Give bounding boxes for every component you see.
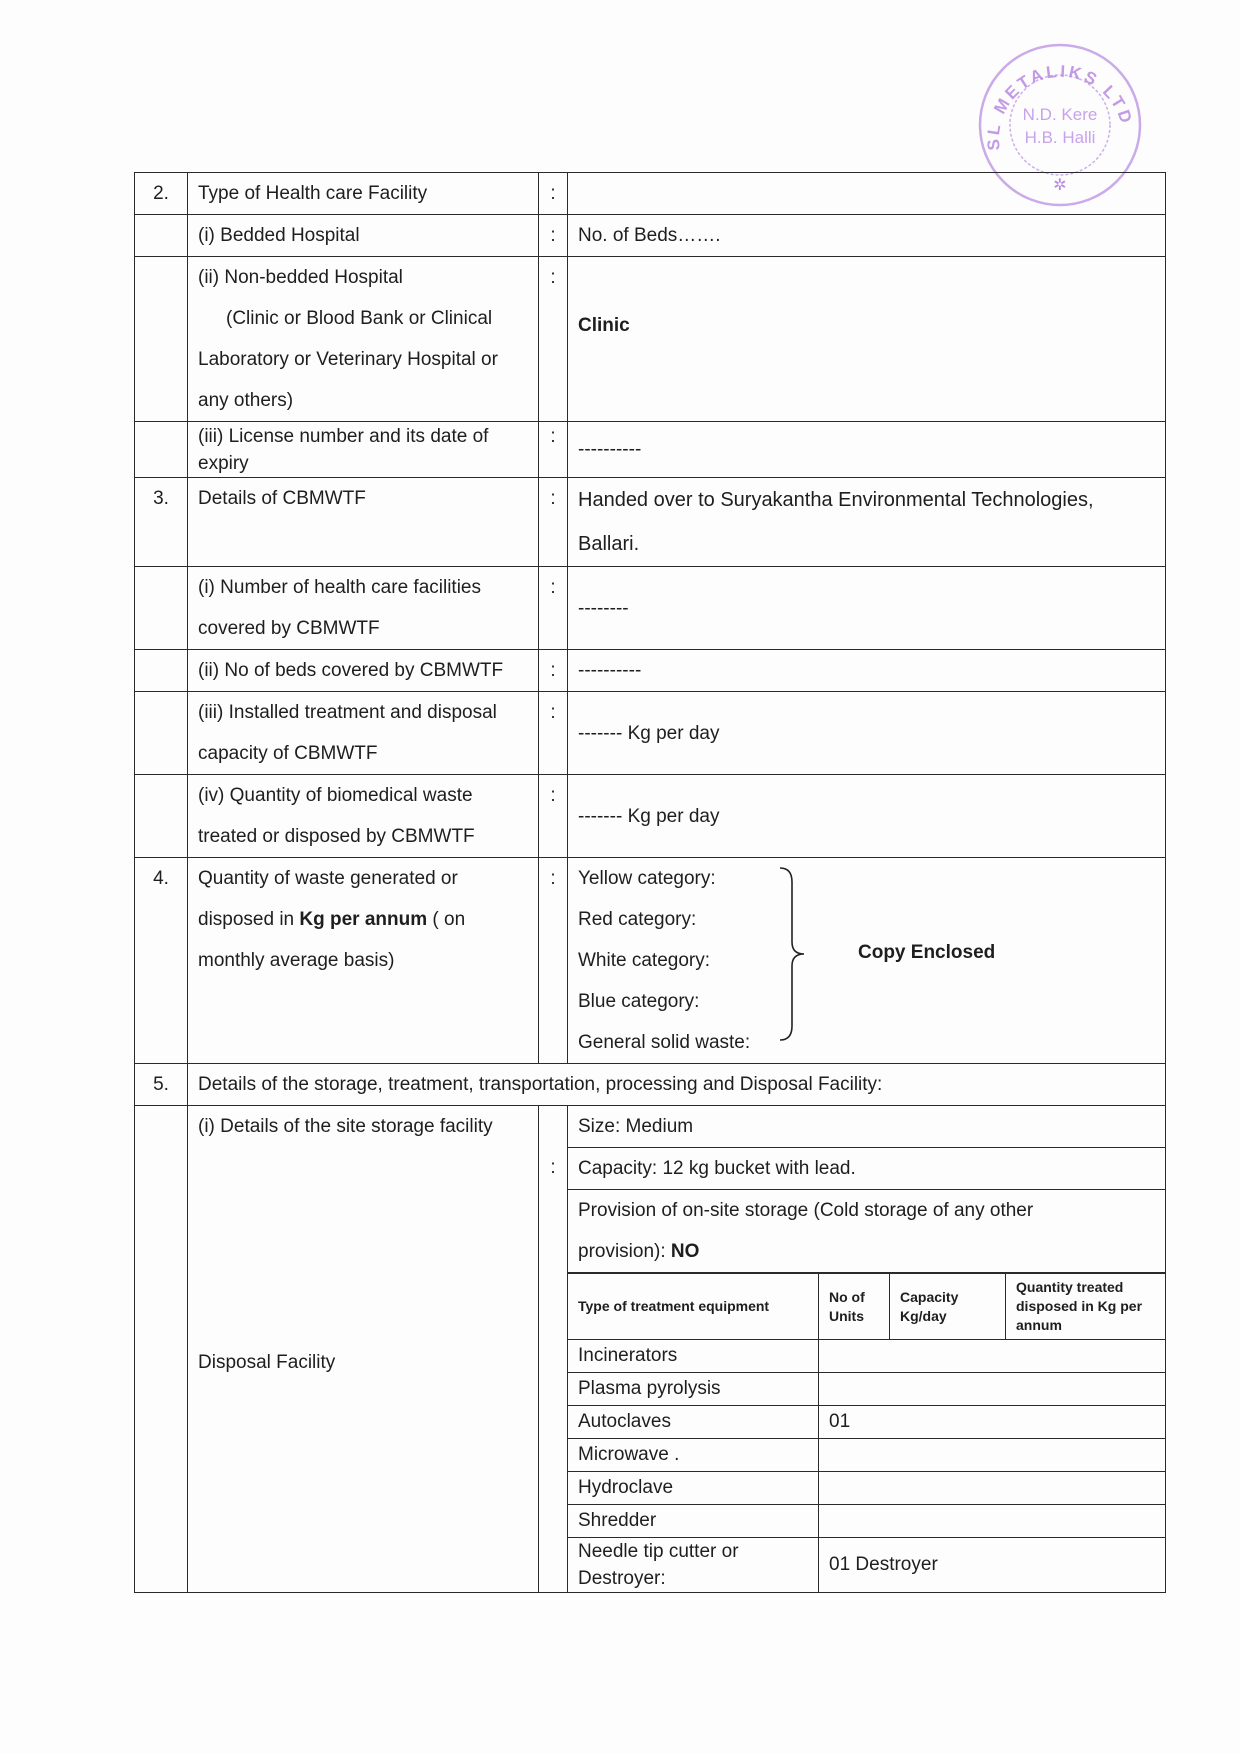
colon: : [539,858,568,1064]
onsite-storage-provision: Provision of on-site storage (Cold storage of any other provision): NO [568,1190,1165,1273]
svg-text:H.B. Halli: H.B. Halli [1024,128,1096,147]
section-4-row [135,858,1166,1064]
colon: : [539,173,568,215]
colon: : [539,1106,568,1593]
equipment-units [819,1439,1166,1472]
category-general-solid-waste: General solid waste: [578,1032,751,1053]
beds-covered-label: (ii) No of beds covered by CBMWTF [188,650,539,692]
category-blue: Blue category: [578,991,700,1012]
colon: : [539,650,568,692]
bedded-hospital-label: (i) Bedded Hospital [188,215,539,257]
table-row [568,1406,1165,1439]
section-3-header-row [135,478,1166,567]
license-number-value: ---------- [568,422,1166,478]
biomedical-waste-report-table [134,172,1166,1593]
storage-disposal-labels [188,1106,539,1593]
table-row [135,775,1166,858]
table-row [135,567,1166,650]
section-2-header-row [135,173,1166,215]
section-title: Type of Health care Facility [188,173,539,215]
col-header-quantity: Quantity treated disposed in Kg per annum [1006,1274,1166,1340]
colon: : [539,257,568,422]
equipment-units: 01 [819,1406,1166,1439]
col-header-type: Type of treatment equipment [568,1274,819,1340]
table-row [568,1538,1165,1593]
section-number: 4. [135,858,188,1064]
beds-covered-value: ---------- [568,650,1166,692]
category-yellow: Yellow category: [578,868,716,889]
equipment-type: Autoclaves [568,1406,819,1439]
col-header-capacity: Capacity Kg/day [890,1274,1006,1340]
curly-brace-icon [778,864,808,1044]
equipment-type: Incinerators [568,1340,819,1373]
svg-text:N.D. Kere: N.D. Kere [1022,105,1098,124]
section-title: Details of CBMWTF [188,478,539,567]
cbmwtf-details-value: Handed over to Suryakantha Environmental Technologies, Ballari. [568,478,1166,567]
equipment-type: Microwave . [568,1439,819,1472]
section-number: 5. [135,1064,188,1106]
table-row [135,692,1166,775]
treatment-equipment-table [568,1273,1165,1592]
facility-type-value: Clinic [568,257,1166,422]
colon: : [539,567,568,650]
table-row [135,257,1166,422]
waste-quantity-label: Quantity of waste generated or disposed in Kg per annum ( on monthly average basis) [188,858,539,1064]
copy-enclosed-note: Copy Enclosed [858,942,996,963]
waste-categories [568,858,1166,1064]
installed-capacity-label: (iii) Installed treatment and disposal capacity of CBMWTF [188,692,539,775]
table-row [568,1472,1165,1505]
non-bedded-hospital-label: (ii) Non-bedded Hospital (Clinic or Blood Bank or Clinical Laboratory or Veterinary Hospital or any others) [188,257,539,422]
equipment-type: Plasma pyrolysis [568,1373,819,1406]
storage-capacity: Capacity: 12 kg bucket with lead. [568,1148,1165,1190]
section-number: 2. [135,173,188,215]
section-5-header-row [135,1064,1166,1106]
equipment-units: 01 Destroyer [819,1538,1166,1593]
colon: : [539,215,568,257]
facilities-covered-label: (i) Number of health care facilities covered by CBMWTF [188,567,539,650]
installed-capacity-value: ------- Kg per day [568,692,1166,775]
section-title: Details of the storage, treatment, transportation, processing and Disposal Facility: [188,1064,1166,1106]
equipment-units [819,1472,1166,1505]
equipment-units [819,1340,1166,1373]
col-header-units: No of Units [819,1274,890,1340]
svg-text:✲: ✲ [1053,177,1067,194]
waste-treated-value: ------- Kg per day [568,775,1166,858]
section-number: 3. [135,478,188,567]
svg-text:SL METALIKS LTD: SL METALIKS LTD [983,61,1137,152]
equipment-units [819,1373,1166,1406]
section-value [568,173,1166,215]
storage-size: Size: Medium [568,1106,1165,1148]
table-row [568,1505,1165,1538]
disposal-facility-label: Disposal Facility [198,1352,336,1373]
license-number-label: (iii) License number and its date of expiry [188,422,539,478]
table-row [568,1373,1165,1406]
waste-treated-label: (iv) Quantity of biomedical waste treated or disposed by CBMWTF [188,775,539,858]
equipment-type: Shredder [568,1505,819,1538]
storage-details [568,1106,1166,1593]
colon: : [539,478,568,567]
facilities-covered-value: -------- [568,567,1166,650]
colon: : [539,692,568,775]
equipment-units [819,1505,1166,1538]
category-red: Red category: [578,909,697,930]
equipment-header-row [568,1274,1165,1340]
equipment-type: Needle tip cutter or Destroyer: [568,1538,819,1593]
table-row [135,422,1166,478]
equipment-type: Hydroclave [568,1472,819,1505]
colon: : [539,775,568,858]
category-white: White category: [578,950,710,971]
storage-disposal-row [135,1106,1166,1593]
site-storage-label: (i) Details of the site storage facility [198,1116,493,1137]
colon: : [539,422,568,478]
table-row [135,650,1166,692]
table-row [568,1439,1165,1472]
no-of-beds-value: No. of Beds……. [568,215,1166,257]
table-row [135,215,1166,257]
table-row [568,1340,1165,1373]
